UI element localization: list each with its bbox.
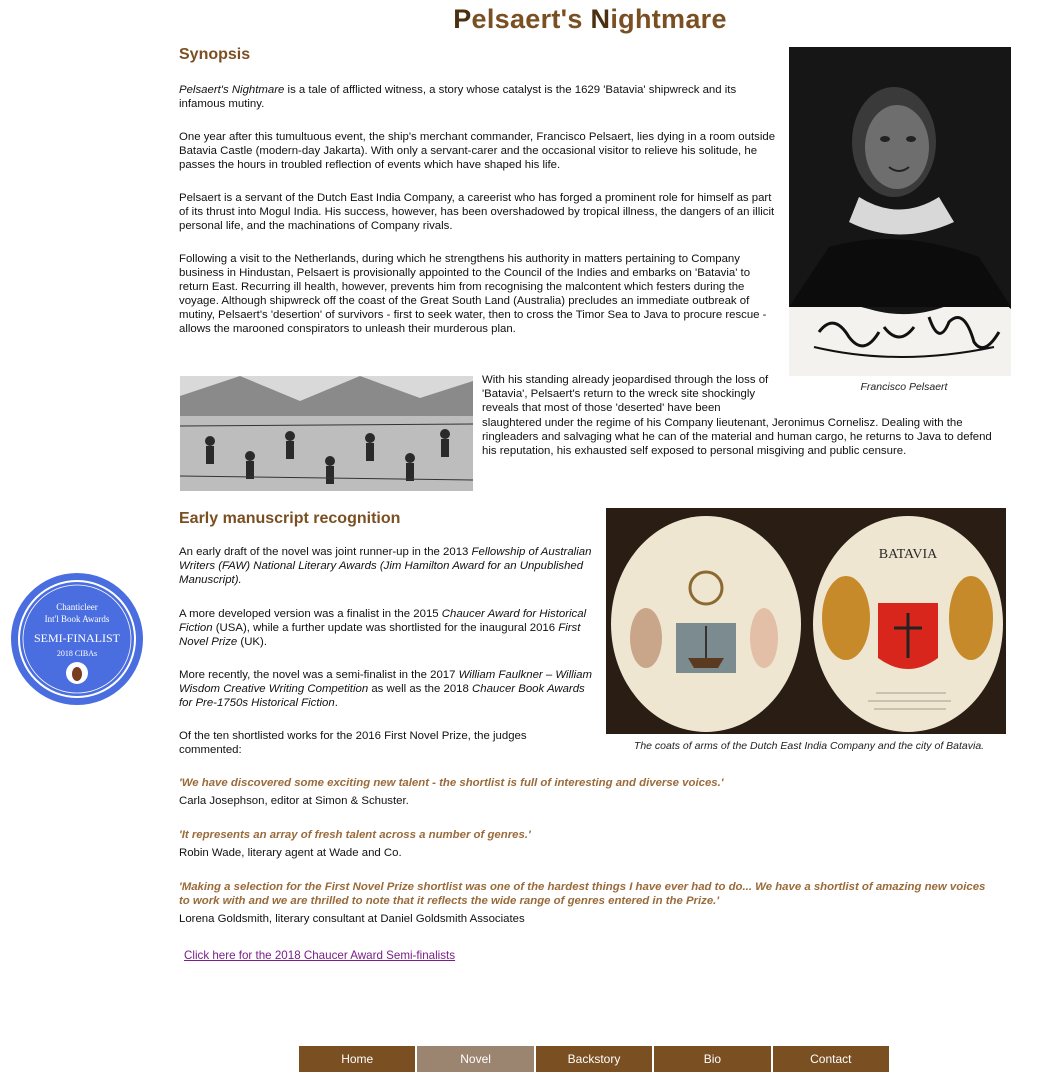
arms-label: BATAVIA (878, 547, 938, 562)
synopsis-paragraph-1: Pelsaert's Nightmare is a tale of afflicted witness, a story whose catalyst is the 1629 'Batavia' shipwreck and its infamous mutiny. (179, 84, 737, 110)
novel-title: Pelsaert's Nightmare (179, 84, 285, 96)
synopsis-paragraph-5b: slaughtered under the regime of his Company lieutenant, Jeronimus Cornelisz. Dealing with the ringleaders and salvaging what he can of the material and human cargo, he returns to Java to defend his reputation, his exhausted self exposed to personal misgiving and public censure. (482, 417, 992, 457)
rooster-icon (72, 667, 82, 681)
portrait-caption: Francisco Pelsaert (860, 381, 948, 393)
badge-line-1: Chanticleer (56, 602, 98, 612)
badge-line-2: Int'l Book Awards (44, 614, 110, 624)
site-title: Pelsaert's Nightmare (453, 4, 727, 34)
badge-line-3: SEMI-FINALIST (34, 631, 120, 645)
recognition-heading: Early manuscript recognition (179, 510, 401, 527)
nav-bio[interactable]: Bio (654, 1046, 770, 1072)
synopsis-heading: Synopsis (179, 46, 251, 63)
quote-3: 'Making a selection for the First Novel Prize shortlist was one of the hardest things I have ever had to do... We have a shortlist of amazing new voices to work with and we are thrilled to note that it reflects the wide range of genres entered in the Prize.' (179, 881, 986, 907)
pelsaert-portrait (789, 47, 1011, 376)
portrait-image (789, 47, 1011, 376)
badge-seal (10, 572, 144, 706)
nav-contact[interactable]: Contact (773, 1046, 889, 1072)
massacre-engraving (180, 376, 473, 491)
nav-novel[interactable]: Novel (417, 1046, 533, 1072)
quote-2-attribution: Robin Wade, literary agent at Wade and Co. (179, 847, 402, 859)
badge-line-4: 2018 CIBAs (56, 649, 98, 658)
quote-1: 'We have discovered some exciting new talent - the shortlist is full of interesting and diverse voices.' (179, 777, 724, 789)
recognition-paragraph-3: More recently, the novel was a semi-finalist in the 2017 William Faulkner – William Wisdom Creative Writing Competition as well as the 2018 Chaucer Book Awards for Pre-1750s Historical Fiction. (179, 669, 592, 709)
nav-home[interactable]: Home (299, 1046, 415, 1072)
nav-backstory[interactable]: Backstory (536, 1046, 652, 1072)
recognition-paragraph-2: A more developed version was a finalist in the 2015 Chaucer Award for Historical Fiction (USA), while a further update was shortlisted for the inaugural 2016 First Novel Prize (UK). (179, 608, 587, 648)
chanticleer-award-badge (10, 572, 144, 706)
arms-caption: The coats of arms of the Dutch East India Company and the city of Batavia. (633, 740, 985, 752)
recognition-paragraph-4: Of the ten shortlisted works for the 2016 First Novel Prize, the judges commented: (179, 730, 527, 756)
quote-3-attribution: Lorena Goldsmith, literary consultant at Daniel Goldsmith Associates (179, 913, 525, 925)
recognition-paragraph-1: An early draft of the novel was joint runner-up in the 2013 Fellowship of Australian Writers (FAW) National Literary Awards (Jim Hamilton Award for an Unpublished Manuscript). (179, 546, 592, 586)
synopsis-paragraph-2: One year after this tumultuous event, the ship's merchant commander, Francisco Pelsaert, lies dying in a room outside Batavia Castle (modern-day Jakarta). With only a servant-carer and the occasional visitor to relieve his solitude, he passes the hours in troubled reflection of events which have shaped his life. (179, 131, 776, 171)
coats-of-arms-image (606, 508, 1006, 734)
bottom-nav (299, 1046, 889, 1072)
coats-of-arms-illustration (606, 508, 1006, 734)
quote-1-attribution: Carla Josephson, editor at Simon & Schuster. (179, 795, 409, 807)
synopsis-paragraph-4: Following a visit to the Netherlands, during which he strengthens his authority in matters pertaining to Company business in Hindustan, Pelsaert is provisionally appointed to the Council of the Indies and embarks on 'Batavia' to return East. Recurring ill health, however, prevents him from recognising the malcontent which festers during the voyage. Although shipwreck off the coast of the Great South Land (Australia) precludes an immediate outbreak of mutiny, Pelsaert's 'desertion' of survivors - first to seek water, then to cross the Timor Sea to Java to procure rescue - allows the marooned conspirators to unleash their murderous plan. (179, 253, 767, 335)
engraving-image (180, 376, 473, 491)
chaucer-semifinalists-link[interactable]: Click here for the 2018 Chaucer Award Semi-finalists (184, 949, 456, 962)
synopsis-paragraph-5a: With his standing already jeopardised through the loss of 'Batavia', Pelsaert's return to the wreck site shockingly reveals that most of those 'deserted' have been (482, 374, 769, 414)
synopsis-paragraph-3: Pelsaert is a servant of the Dutch East India Company, a careerist who has forged a prominent role for himself as part of its thrust into Mogul India. His success, however, has been overshadowed by tropical illness, the dangers of an illicit personal life, and the machinations of Company rivals. (179, 192, 775, 232)
quote-2: 'It represents an array of fresh talent across a number of genres.' (179, 829, 531, 841)
